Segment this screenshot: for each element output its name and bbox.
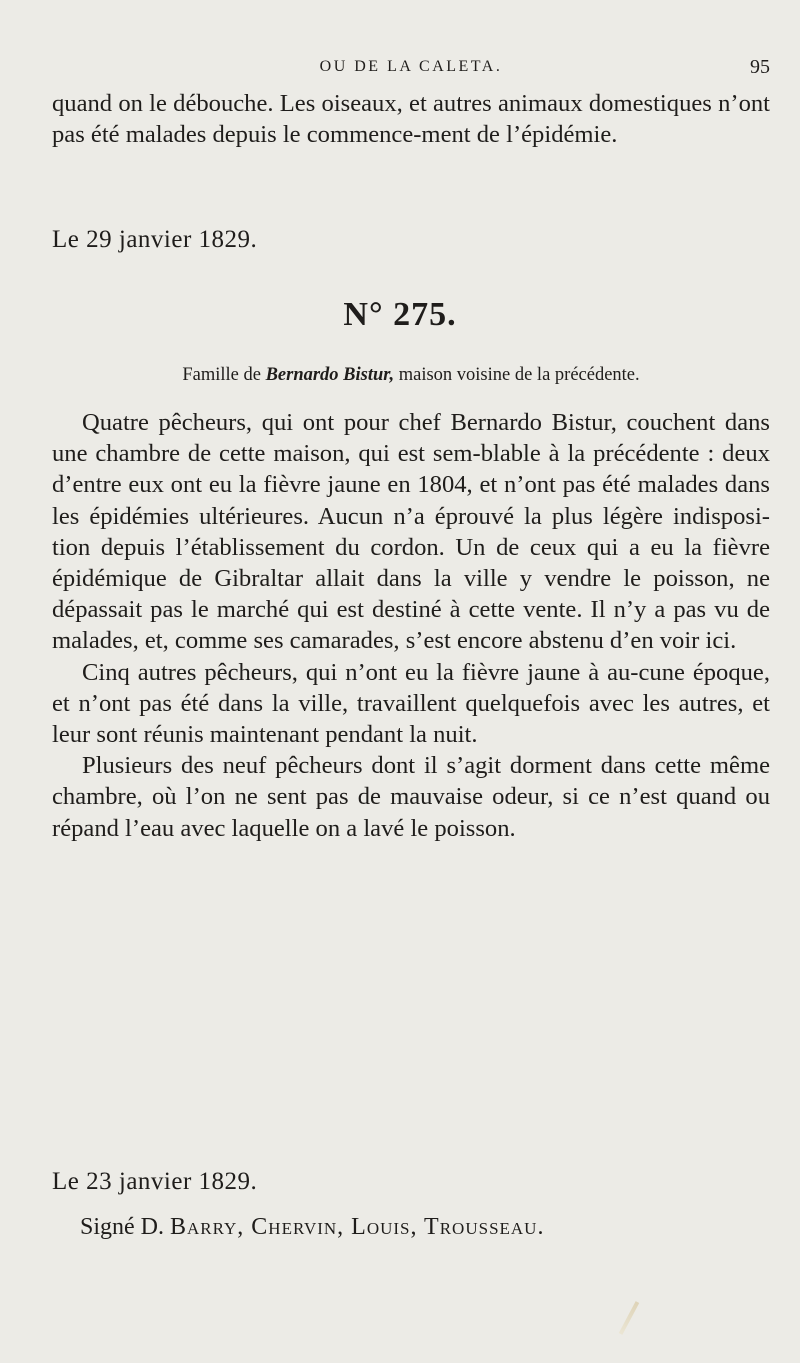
signature-prefix: Signé D. <box>80 1214 170 1240</box>
running-head <box>52 58 770 88</box>
paper-smudge <box>619 1301 639 1335</box>
entry-number: N° 275. <box>343 296 457 333</box>
entry-paragraph-1: Quatre pêcheurs, qui ont pour chef Bernardo Bistur, couchent dans une chambre de cette maison, qui est sem-blable à la précédente : deux d’entre eux ont eu la fièvre jaune en 1804, et n’ont pas été malades dans les épidémies ultérieures. Aucun n’a éprouvé la plus légère indisposi-tion depuis l’établissement du cordon. Un de ceux qui a eu la fièvre épidémique de Gibraltar allait dans la ville y vendre le poisson, ne dépassait pas le marché qui est destiné à cette vente. Il n’y a pas vu de malades, et, comme ses camarades, s’est encore abstenu d’en voir ici. <box>52 409 770 655</box>
opening-paragraph: quand on le débouche. Les oiseaux, et autres animaux domestiques n’ont pas été malades depuis le commence-ment de l’épidémie. <box>52 90 770 149</box>
entry-body <box>52 407 770 844</box>
entry-paragraph-2: Cinq autres pêcheurs, qui n’ont eu la fièvre jaune à au-cune époque, et n’ont pas été dans la ville, travaillent quelquefois avec les autres, et leur sont réunis maintenant pendant la nuit. <box>52 658 770 749</box>
entry-paragraph-3: Plusieurs des neuf pêcheurs dont il s’agit dorment dans cette même chambre, où l’on ne sent pas de mauvaise odeur, si ce n’est quand ou répand l’eau avec laquelle on a lavé le poisson. <box>52 752 770 842</box>
signature-names: Barry, Chervin, Louis, Trousseau. <box>170 1214 545 1240</box>
subtitle-prefix: Famille de <box>182 365 266 385</box>
signature-line <box>80 1214 544 1241</box>
entry-date: Le 23 janvier 1829. <box>52 1168 258 1195</box>
opening-paragraph-block <box>52 88 770 150</box>
opening-date: Le 29 janvier 1829. <box>52 226 258 253</box>
subtitle-suffix: maison voisine de la précédente. <box>394 365 640 385</box>
page-number: 95 <box>750 56 770 78</box>
running-title: OU DE LA CALETA. <box>319 58 503 75</box>
subtitle-name: Bernardo Bistur, <box>265 365 395 385</box>
entry-subtitle <box>52 365 770 386</box>
